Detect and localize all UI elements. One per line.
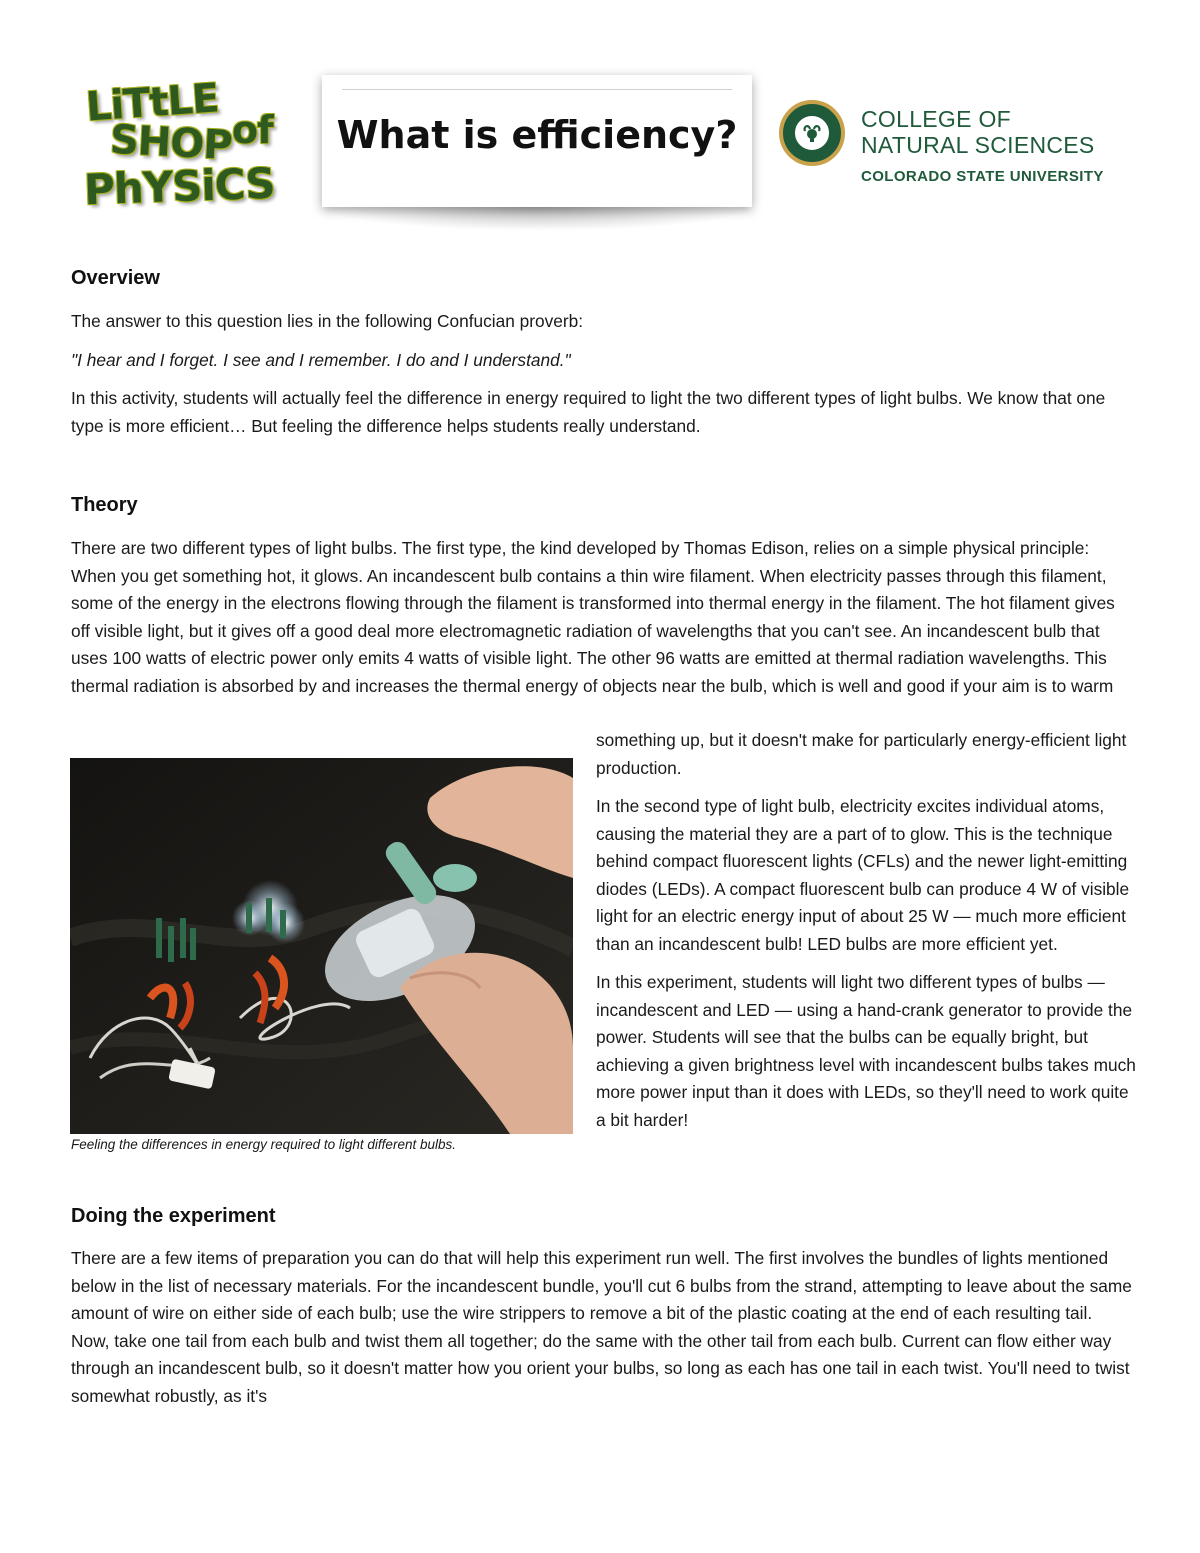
college-name-line1: COLLEGE OF	[861, 106, 1011, 132]
experiment-heading: Doing the experiment	[71, 1205, 276, 1227]
csu-ram-seal-icon	[779, 100, 845, 166]
title-card-shadow	[318, 207, 758, 231]
little-shop-of-physics-logo	[82, 75, 292, 215]
logo-line-shop: SHOP	[108, 116, 233, 170]
logo-line-little: LiTtLE	[84, 75, 220, 131]
theory-paragraph-1-continued: something up, but it doesn't make for particularly energy-efficient light production.	[596, 730, 1127, 778]
experiment-paragraph-1: There are a few items of preparation you can do that will help this experiment run well. The first involves the bundles of lights mentioned below in the list of necessary materials. For the incandescent bundle, you'll cut 6 bulbs from the strand, attempting to leave about the same amount of wire on either side of each bulb; use the wire strippers to remove a bit of the plastic coating at the end of each resulting tail. Now, take one tail from each bulb and twist them all together; do the same with the other tail from each bulb. Current can flow either way through an incandescent bulb, so it doesn't matter how you orient your bulbs, so long as each has one tail in each twist. You'll need to twist somewhat robustly, as it's	[71, 1248, 1132, 1406]
theory-paragraph-3: In this experiment, students will light two different types of bulbs — incandescent and LED — using a hand-crank generator to provide the power. Students will see that the bulbs can be equally bright, but achieving a given brightness level with incandescent bulbs takes much more power input than it does with LEDs, so they'll need to work quite a bit harder!	[596, 972, 1136, 1130]
college-logo	[777, 98, 1137, 190]
logo-line-of: of	[232, 108, 273, 152]
university-name: COLORADO STATE UNIVERSITY	[861, 168, 1104, 185]
photo-illustration	[70, 758, 573, 1134]
theory-heading: Theory	[71, 494, 138, 516]
overview-text	[71, 308, 1133, 440]
title-card-rule	[342, 89, 732, 90]
theory-paragraph-1: There are two different types of light bulbs. The first type, the kind developed by Thomas Edison, relies on a simple physical principle: When you get something hot, it glows. An incandescent bulb contains a thin wire filament. When electricity passes through this filament, some of the energy in the electrons flowing through the filament is transformed into thermal energy in the filament. The hot filament gives off visible light, but it gives off a good deal more electromagnetic radiation of wavelengths that you can't see. An incandescent bulb that uses 100 watts of electric power only emits 4 watts of visible light. The other 96 watts are emitted at thermal radiation wavelengths. This thermal radiation is absorbed by and increases the thermal energy of objects near the bulb, which is well and good if your aim is to warm	[71, 538, 1115, 696]
theory-paragraph-2: In the second type of light bulb, electricity excites individual atoms, causing the material they are a part of to glow. This is the technique behind compact fluorescent lights (CFLs) and the newer light-emitting diodes (LEDs). A compact fluorescent bulb can produce 4 W of visible light for an electric energy input of about 25 W — much more efficient than an incandescent bulb! LED bulbs are more efficient yet.	[596, 796, 1130, 954]
confucian-proverb: "I hear and I forget. I see and I remember. I do and I understand."	[71, 349, 571, 370]
photo-caption: Feeling the differences in energy required to light different bulbs.	[71, 1137, 456, 1152]
overview-intro: The answer to this question lies in the following Confucian proverb:	[71, 311, 583, 331]
ram-icon	[801, 122, 823, 144]
college-name-line2: NATURAL SCIENCES	[861, 132, 1095, 158]
overview-heading: Overview	[71, 267, 160, 289]
experiment-photo	[70, 758, 573, 1134]
page-title: What is efficiency?	[336, 113, 738, 157]
overview-paragraph: In this activity, students will actually feel the difference in energy required to light the two different types of light bulbs. We know that one type is more efficient… But feeling the difference helps students really understand.	[71, 388, 1106, 436]
theory-right-column	[596, 727, 1136, 1134]
logo-line-physics: PhYSiCS	[83, 158, 276, 215]
title-card	[322, 75, 752, 207]
